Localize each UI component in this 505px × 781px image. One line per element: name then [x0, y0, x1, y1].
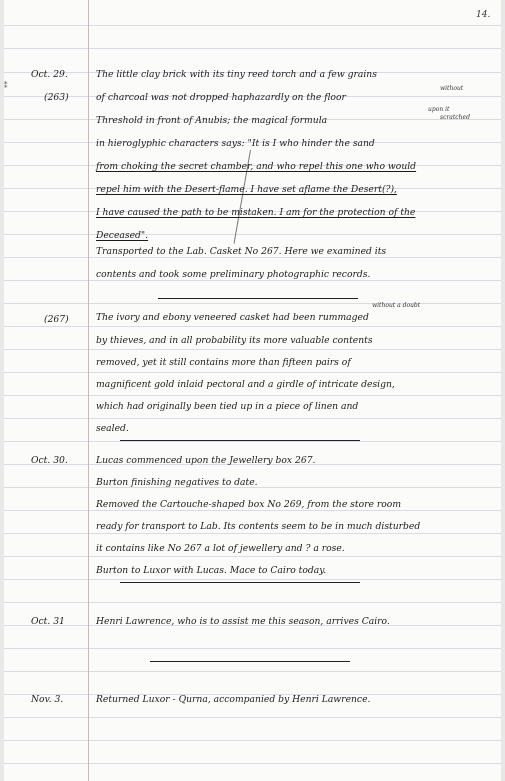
entry-line: in hieroglyphic characters says: "It is I who hinder the sand: [96, 138, 375, 149]
binding-edge: [0, 0, 4, 781]
entry-line: repel him with the Desert-flame. I have set aflame the Desert(?),: [96, 184, 397, 195]
interlinear-insertion: scratched: [440, 114, 470, 121]
entry-line: Burton to Luxor with Lucas. Mace to Cairo today.: [96, 565, 327, 576]
section-divider: [150, 661, 350, 662]
entry-date: Oct. 31: [31, 616, 65, 627]
interlinear-insertion: without: [440, 85, 464, 92]
entry-date: Nov. 3.: [31, 694, 64, 705]
section-divider: [120, 440, 360, 441]
entry-line: which had originally been tied up in a piece of linen and: [96, 401, 359, 412]
entry-line: of charcoal was not dropped haphazardly on the floor: [96, 92, 346, 103]
entry-line: magnificent gold inlaid pectoral and a girdle of intricate design,: [96, 379, 395, 390]
margin-rule: [88, 0, 89, 781]
entry-date: Oct. 29.: [31, 69, 68, 80]
margin-mark: ⁑: [4, 82, 8, 90]
entry-line: sealed.: [96, 423, 129, 434]
entry-line: contents and took some preliminary photographic records.: [96, 269, 371, 280]
entry-line: Returned Luxor - Qurna, accompanied by Henri Lawrence.: [96, 694, 371, 705]
entry-line: ready for transport to Lab. Its contents seem to be in much disturbed: [96, 521, 421, 532]
section-divider: [158, 298, 358, 299]
entry-line: removed, yet it still contains more than fifteen pairs of: [96, 357, 351, 368]
entry-line: I have caused the path to be mistaken. I am for the protection of the: [96, 207, 416, 218]
entry-line: The little clay brick with its tiny reed torch and a few grains: [96, 69, 377, 80]
interlinear-insertion: upon it: [428, 106, 450, 113]
entry-line: Removed the Cartouche-shaped box No 269, from the store room: [96, 499, 402, 510]
entry-line: Burton finishing negatives to date.: [96, 477, 258, 488]
entry-line: Deceased".: [96, 230, 149, 241]
object-number: (263): [44, 92, 69, 103]
entry-date: Oct. 30.: [31, 455, 68, 466]
entry-line: Transported to the Lab. Casket No 267. Here we examined its: [96, 246, 387, 257]
entry-line: from choking the secret chamber, and who repel this one who would: [96, 161, 417, 172]
page-number: 14.: [476, 10, 491, 20]
entry-line: it contains like No 267 a lot of jewellery and ? a rose.: [96, 543, 345, 554]
entry-line: Threshold in front of Anubis; the magical formula: [96, 115, 328, 126]
section-divider: [120, 582, 360, 583]
entry-line: Lucas commenced upon the Jewellery box 267.: [96, 455, 316, 466]
entry-line: by thieves, and in all probability its more valuable contents: [96, 335, 373, 346]
entry-line: The ivory and ebony veneered casket had been rummaged: [96, 312, 369, 323]
interlinear-insertion: without a doubt: [372, 302, 421, 309]
object-number: (267): [44, 314, 69, 325]
entry-line: Henri Lawrence, who is to assist me this season, arrives Cairo.: [96, 616, 390, 627]
page-edge: [501, 0, 505, 781]
